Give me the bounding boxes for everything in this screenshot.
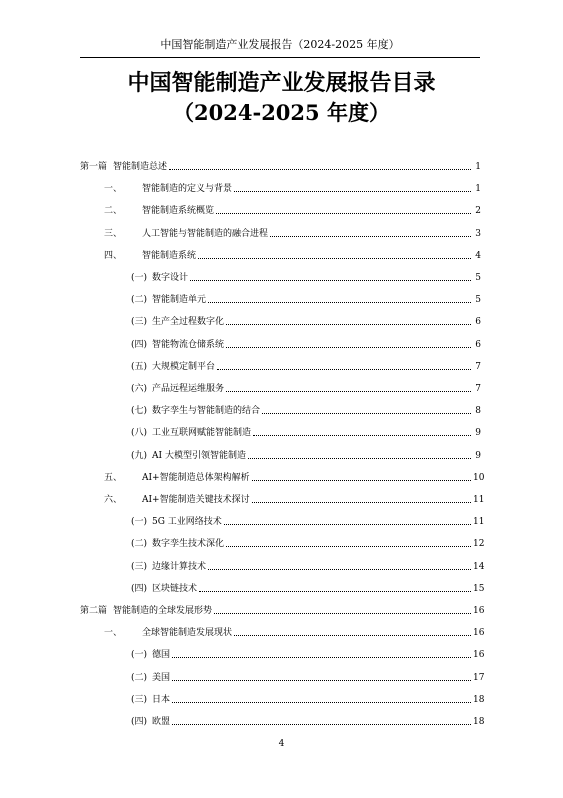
toc-entry-label	[80, 472, 250, 484]
toc-leader-dots	[253, 435, 471, 436]
toc-entry-page: 16	[473, 650, 485, 661]
toc-entry-number: 六、	[104, 495, 123, 505]
toc-entry[interactable]	[80, 446, 481, 462]
toc-entry-number: (五)	[131, 361, 148, 372]
toc-leader-dots	[224, 524, 471, 525]
toc-leader-dots	[172, 724, 471, 725]
toc-entry-label	[80, 339, 224, 351]
toc-entry-text: 智能制造的全球发展形势	[113, 606, 213, 616]
toc-entry-label	[80, 383, 224, 395]
toc-entry[interactable]	[80, 468, 485, 484]
toc-entry-label	[80, 538, 224, 550]
toc-entry-number: (一)	[131, 273, 148, 283]
toc-entry-label	[80, 361, 215, 373]
toc-entry[interactable]	[80, 179, 481, 195]
toc-entry[interactable]	[80, 379, 481, 395]
toc-leader-dots	[214, 613, 471, 614]
toc-entry[interactable]	[80, 645, 485, 661]
toc-entry-label	[80, 583, 197, 595]
toc-entry-page: 18	[473, 717, 485, 727]
toc-entry[interactable]	[80, 335, 481, 351]
toc-entry-text: 工业互联网赋能智能制造	[152, 428, 252, 439]
toc-entry-number: 第一篇	[80, 162, 108, 172]
toc-entry-page: 15	[473, 583, 485, 594]
toc-entry-number: (七)	[131, 406, 148, 417]
toc-entry-page: 9	[475, 428, 481, 439]
toc-entry-page: 11	[473, 517, 485, 528]
toc-entry-page: 5	[475, 273, 481, 283]
toc-leader-dots	[226, 324, 471, 325]
toc-entry[interactable]	[80, 268, 481, 284]
toc-entry-page: 16	[473, 606, 485, 616]
toc-entry-page: 16	[473, 628, 485, 639]
toc-entry-page: 6	[475, 317, 481, 328]
toc-entry-page: 11	[473, 495, 485, 505]
toc-entry-page: 10	[473, 472, 485, 483]
toc-entry-text: 产品远程运维服务	[152, 384, 225, 394]
toc-entry-label	[80, 161, 167, 173]
toc-leader-dots	[169, 169, 471, 170]
toc-entry[interactable]	[80, 534, 485, 550]
toc-leader-dots	[208, 569, 471, 570]
toc-entry-text: 德国	[152, 650, 171, 661]
toc-entry-label	[80, 427, 251, 439]
toc-title: 中国智能制造产业发展报告目录	[127, 70, 436, 96]
toc-entry-text: 日本	[152, 694, 171, 705]
toc-entry[interactable]	[80, 512, 485, 528]
toc-leader-dots	[226, 391, 471, 392]
toc-entry-number: (四)	[131, 339, 148, 350]
toc-entry-number: (三)	[131, 317, 148, 328]
toc-entry-page: 6	[475, 339, 481, 350]
toc-entry-label	[80, 316, 224, 328]
toc-entry-text: AI+智能制造关键技术探讨	[142, 495, 250, 505]
toc-entry-label	[80, 405, 260, 417]
toc-entry[interactable]	[80, 246, 481, 262]
toc-leader-dots	[172, 657, 471, 658]
toc-entry-page: 2	[475, 206, 481, 217]
toc-entry-number: (一)	[131, 650, 148, 661]
toc-entry-text: 智能制造的定义与背景	[142, 184, 233, 195]
toc-entry-page: 3	[475, 228, 481, 239]
toc-entry-number: (九)	[131, 450, 148, 461]
toc-entry-label	[80, 250, 196, 262]
toc-entry-number: (二)	[131, 539, 148, 550]
toc-entry-number: 一、	[104, 628, 123, 639]
toc-entry[interactable]	[80, 579, 485, 595]
toc-entry-page: 12	[473, 539, 485, 550]
toc-entry-page: 9	[475, 450, 481, 461]
toc-entry-page: 1	[475, 184, 481, 195]
toc-entry[interactable]	[80, 712, 485, 728]
toc-entry-number: (六)	[131, 384, 148, 394]
toc-entry-text: 区块链技术	[152, 583, 198, 594]
toc-subtitle: （2024-2025 年度）	[173, 100, 390, 125]
toc-entry-label	[80, 494, 250, 506]
toc-entry-text: 数字孪生技术深化	[152, 539, 225, 550]
toc-entry-page: 14	[473, 561, 485, 572]
toc-leader-dots	[208, 302, 471, 303]
toc-entry-label	[80, 561, 206, 573]
toc-leader-dots	[252, 480, 471, 481]
toc-leader-dots	[270, 236, 471, 237]
toc-entry-text: 数字设计	[152, 273, 189, 283]
toc-entry-label	[80, 272, 188, 284]
toc-entry-page: 7	[475, 361, 481, 372]
toc-entry[interactable]	[80, 668, 485, 684]
toc-entry-number: (二)	[131, 295, 148, 306]
toc-entry-page: 8	[475, 406, 481, 417]
toc-leader-dots	[199, 591, 471, 592]
toc-leader-dots	[172, 702, 471, 703]
toc-entry[interactable]	[80, 601, 485, 617]
toc-entry-text: 智能制造单元	[152, 295, 207, 306]
toc-entry-number: (四)	[131, 717, 148, 727]
header-rule	[80, 57, 480, 58]
toc-entry-number: 第二篇	[80, 606, 108, 616]
toc-entry-text: 人工智能与智能制造的融合进程	[142, 228, 269, 239]
toc-entry[interactable]	[80, 357, 481, 373]
toc-entry-page: 7	[475, 384, 481, 394]
toc-entry[interactable]	[80, 201, 481, 217]
toc-entry[interactable]	[80, 290, 481, 306]
toc-entry-text: AI+智能制造总体架构解析	[142, 472, 250, 483]
toc-entry-text: 大规模定制平台	[152, 361, 216, 372]
toc-entry-page: 4	[475, 250, 481, 261]
toc-entry-label	[80, 294, 206, 306]
toc-entry-page: 18	[473, 694, 485, 705]
toc-entry[interactable]	[80, 312, 481, 328]
toc-entry-number: 一、	[104, 184, 123, 195]
toc-entry-text: 生产全过程数字化	[152, 317, 225, 328]
toc-entry-label	[80, 672, 170, 684]
toc-leader-dots	[190, 280, 471, 281]
toc-leader-dots	[252, 502, 471, 503]
toc-leader-dots	[234, 191, 471, 192]
toc-leader-dots	[198, 258, 471, 259]
toc-entry[interactable]	[80, 401, 481, 417]
toc-entry-label	[80, 627, 232, 639]
toc-leader-dots	[262, 413, 471, 414]
toc-entry-label	[80, 450, 246, 462]
toc-entry-number: 二、	[104, 206, 123, 217]
toc-entry-number: (三)	[131, 694, 148, 705]
toc-entry-page: 1	[475, 162, 481, 172]
toc-entry-number: (三)	[131, 561, 148, 572]
toc-leader-dots	[248, 458, 471, 459]
toc-entry-number: 三、	[104, 228, 123, 239]
toc-leader-dots	[226, 546, 471, 547]
toc-entry-text: 智能制造总述	[113, 162, 168, 172]
toc-leader-dots	[217, 369, 471, 370]
toc-entry-number: 四、	[104, 250, 123, 261]
toc-entry[interactable]	[80, 157, 481, 173]
toc-entry-text: 智能制造系统	[142, 250, 197, 261]
toc-entry-number: (一)	[131, 517, 148, 528]
toc-entry-label	[80, 605, 212, 617]
toc-entry[interactable]	[80, 423, 481, 439]
toc-entry-label	[80, 694, 170, 706]
page-number: 4	[278, 739, 285, 749]
toc-entry-text: 智能制造系统概览	[142, 206, 215, 217]
toc-entry-label	[80, 649, 170, 661]
running-header: 中国智能制造产业发展报告（2024-2025 年度）	[160, 38, 400, 51]
toc-entry-number: (四)	[131, 583, 148, 594]
toc-entry[interactable]	[80, 224, 481, 240]
toc-entry[interactable]	[80, 623, 485, 639]
toc-entry-label	[80, 516, 222, 528]
toc-entry[interactable]	[80, 690, 485, 706]
toc-entry-page: 5	[475, 295, 481, 306]
toc-entry-text: 数字孪生与智能制造的结合	[152, 406, 261, 417]
toc-entry[interactable]	[80, 490, 485, 506]
toc-entry-text: 5G 工业网络技术	[152, 517, 222, 528]
toc-entry-text: 美国	[152, 672, 171, 683]
toc-entry-text: 欧盟	[152, 717, 171, 727]
toc-entry-text: AI 大模型引领智能制造	[152, 450, 246, 461]
toc-entry-text: 边缘计算技术	[152, 561, 207, 572]
toc-leader-dots	[234, 635, 471, 636]
toc-entry-number: (二)	[131, 672, 148, 683]
toc-entry-label	[80, 183, 232, 195]
toc-leader-dots	[226, 347, 471, 348]
toc-leader-dots	[216, 213, 471, 214]
toc-entry-number: 五、	[104, 472, 123, 483]
toc-entry-page: 17	[473, 672, 485, 683]
toc-entry[interactable]	[80, 557, 485, 573]
toc-leader-dots	[172, 680, 471, 681]
toc-entry-label	[80, 205, 214, 217]
toc-entry-text: 全球智能制造发展现状	[142, 628, 233, 639]
toc-entry-label	[80, 228, 268, 240]
toc-entry-text: 智能物流仓储系统	[152, 339, 225, 350]
toc-entry-number: (八)	[131, 428, 148, 439]
toc-entry-label	[80, 716, 170, 728]
